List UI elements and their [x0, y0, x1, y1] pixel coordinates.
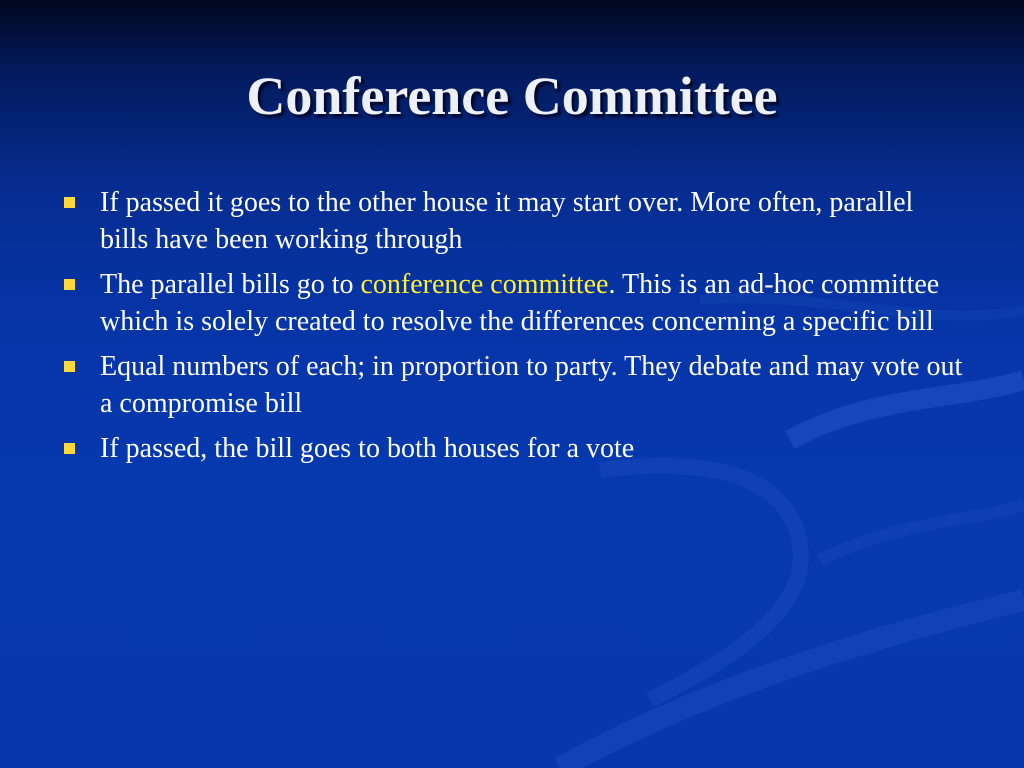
square-bullet-icon [64, 443, 75, 454]
square-bullet-icon [64, 279, 75, 290]
bullet-item [64, 184, 964, 258]
bullet-list [64, 184, 964, 475]
bullet-text: Equal numbers of each; in proportion to party. They debate and may vote out a compromise bill [100, 351, 963, 419]
square-bullet-icon [64, 361, 75, 372]
bullet-item [64, 266, 964, 340]
bullet-item [64, 430, 964, 467]
bullet-text-start: The parallel bills go to [100, 269, 361, 300]
bullet-item [64, 348, 964, 422]
bullet-text: If passed it goes to the other house it may start over. More often, parallel bills have been working through [100, 187, 914, 255]
bullet-text-end: . This is an ad-hoc committee which is solely created to resolve the differences concerning a specific bill [100, 269, 940, 337]
square-bullet-icon [64, 197, 75, 208]
bullet-text: If passed, the bill goes to both houses for a vote [100, 433, 635, 464]
slide-title: Conference Committee [246, 66, 778, 126]
highlighted-term: conference committee [360, 269, 609, 300]
